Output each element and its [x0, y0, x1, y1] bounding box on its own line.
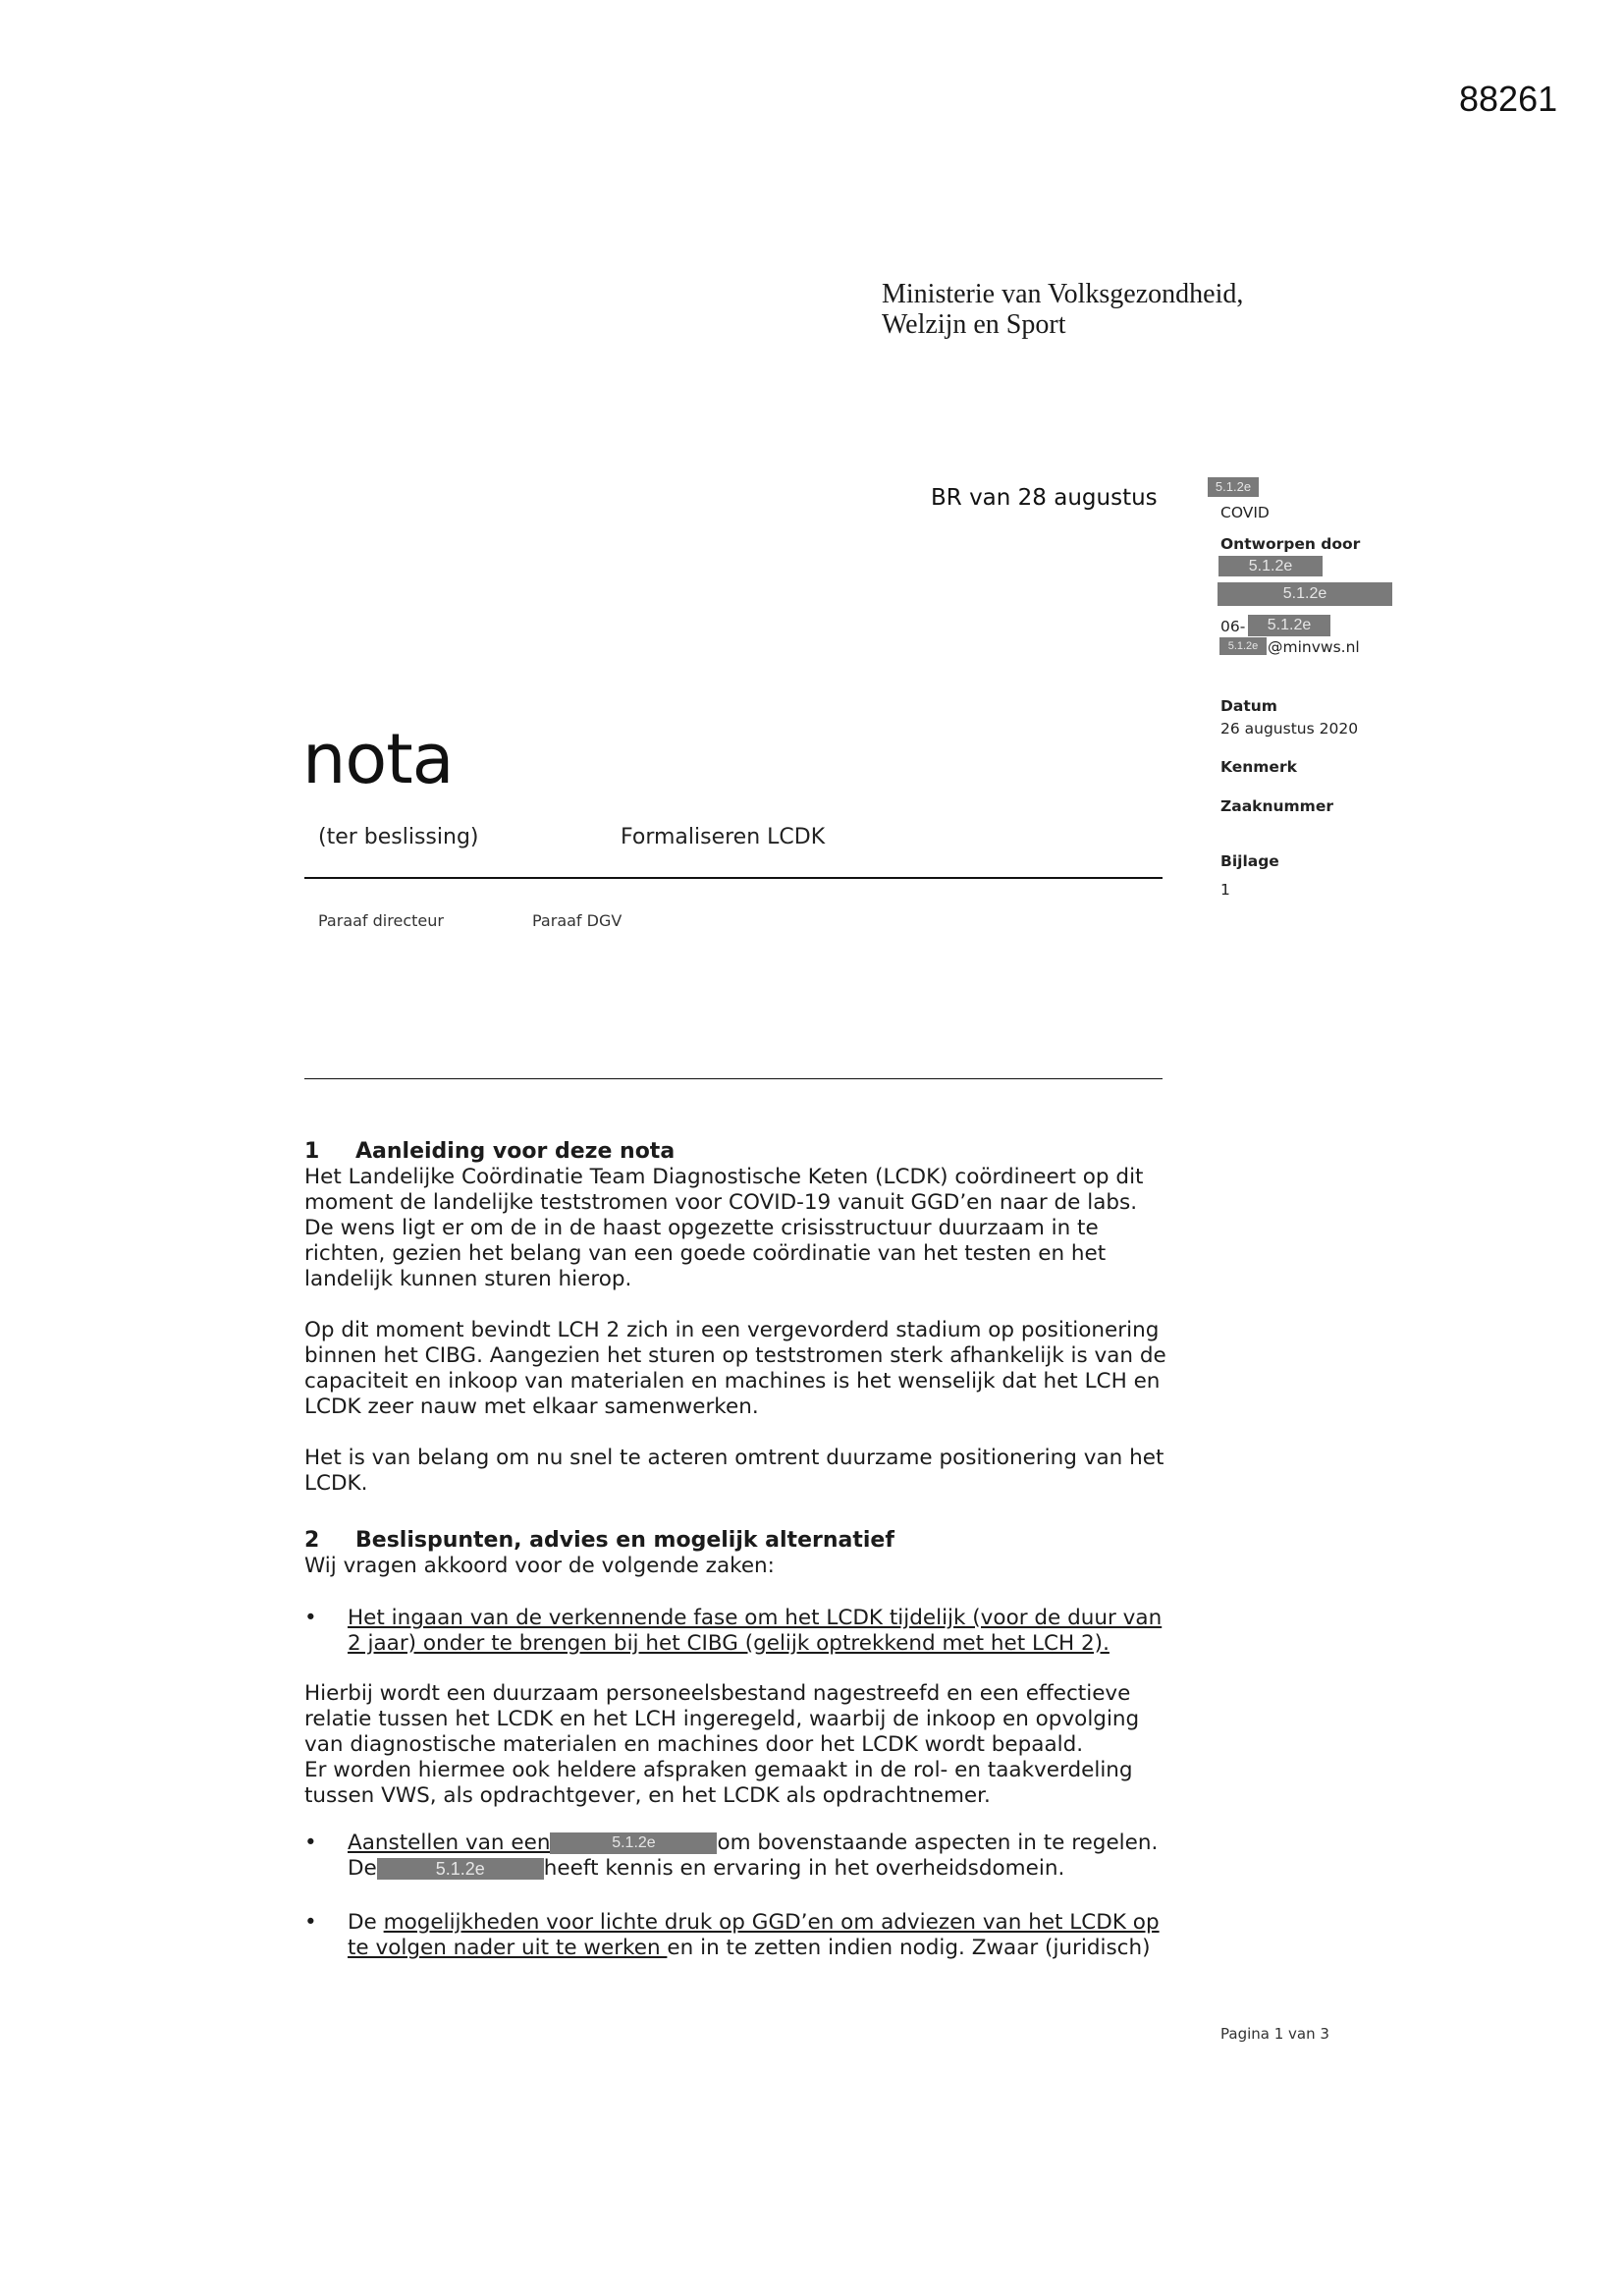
text-line: Hierbij wordt een duurzaam personeelsbestand nagestreefd en een effectieve [304, 1681, 1131, 1706]
redaction-block: 5.1.2e [377, 1858, 544, 1880]
text-line: Het is van belang om nu snel te acteren omtrent duurzame positionering van het [304, 1446, 1164, 1470]
text-fragment: om bovenstaande aspecten in te regelen. [717, 1831, 1159, 1855]
ontworpen-door-label: Ontworpen door [1220, 535, 1361, 553]
bijlage-label: Bijlage [1220, 852, 1279, 870]
text-fragment: mogelijkheden voor lichte druk op GGD’en om adviezen van het LCDK op [383, 1910, 1160, 1935]
text-fragment: Aanstellen van een [348, 1831, 551, 1855]
phone-prefix: 06- [1220, 618, 1246, 635]
list-item [304, 1831, 1188, 1886]
redaction-block: 5.1.2e [1218, 582, 1392, 606]
text-line: Er worden hiermee ook heldere afspraken gemaakt in de rol- en taakverdeling [304, 1758, 1133, 1782]
paragraph [304, 1318, 1198, 1420]
section-heading [304, 1139, 1198, 1165]
text-line: LCDK. [304, 1471, 368, 1496]
ministry-name [882, 279, 1243, 340]
text-line: Het Landelijke Coördinatie Team Diagnostische Keten (LCDK) coördineert op dit [304, 1165, 1144, 1189]
text-line: van diagnostische materialen en machines door het LCDK wordt bepaald. [304, 1732, 1084, 1757]
section-heading [304, 1528, 1198, 1554]
text-line: 2 jaar) onder te brengen bij het CIBG (gelijk optrekkend met het LCH 2). [348, 1631, 1110, 1656]
ministry-line-2: Welzijn en Sport [882, 309, 1066, 340]
section-number: 1 [304, 1139, 320, 1164]
list-item [304, 1910, 1188, 1965]
subtitle-decision-type: (ter beslissing) [318, 825, 479, 849]
bijlage-value: 1 [1220, 881, 1230, 899]
paragraph [304, 1165, 1198, 1292]
bullet-marker: • [304, 1606, 317, 1630]
ministry-line-1: Ministerie van Volksgezondheid, [882, 279, 1244, 309]
section-title: Aanleiding voor deze nota [355, 1139, 676, 1164]
bullet-text [348, 1910, 1212, 1961]
datum-label: Datum [1220, 697, 1277, 715]
paragraph [304, 1681, 1198, 1809]
bullet-text [348, 1606, 1212, 1657]
redaction-block: 5.1.2e [550, 1832, 717, 1854]
paraaf-dgv: Paraaf DGV [532, 911, 623, 930]
page-number: Pagina 1 van 3 [1220, 2025, 1329, 2043]
br-date-line: BR van 28 augustus [931, 485, 1158, 511]
section-2 [304, 1528, 1198, 1579]
text-fragment: De [348, 1910, 384, 1935]
email-suffix: @minvws.nl [1268, 638, 1360, 656]
text-line: binnen het CIBG. Aangezien het sturen op teststromen sterk afhankelijk is van de [304, 1343, 1166, 1368]
text-line: landelijk kunnen sturen hierop. [304, 1267, 632, 1291]
redaction-block: 5.1.2e [1218, 556, 1323, 576]
section-1 [304, 1139, 1198, 1497]
redaction-block: 5.1.2e [1248, 615, 1330, 636]
text-fragment: te volgen nader uit te werken [348, 1936, 668, 1960]
document-number: 88261 [1459, 79, 1558, 119]
bullet-marker: • [304, 1831, 317, 1855]
text-fragment: De [348, 1856, 377, 1881]
text-line: LCDK zeer nauw met elkaar samenwerken. [304, 1394, 759, 1419]
paraaf-directeur: Paraaf directeur [318, 911, 444, 930]
paragraph: Wij vragen akkoord voor de volgende zaken: [304, 1554, 775, 1578]
section-number: 2 [304, 1528, 320, 1553]
zaaknummer-label: Zaaknummer [1220, 797, 1333, 815]
text-line: Op dit moment bevindt LCH 2 zich in een vergevorderd stadium op positionering [304, 1318, 1160, 1342]
paragraph [304, 1446, 1198, 1497]
text-line: De wens ligt er om de in de haast opgezette crisisstructuur duurzaam in te [304, 1216, 1099, 1240]
section-title: Beslispunten, advies en mogelijk alternatief [355, 1528, 894, 1553]
text-line: richten, gezien het belang van een goede coördinatie van het testen en het [304, 1241, 1107, 1266]
bullet-text [348, 1831, 1212, 1882]
bullet-marker: • [304, 1910, 317, 1935]
text-line: capaciteit en inkoop van materialen en machines is het wenselijk dat het LCH en [304, 1369, 1161, 1394]
redaction-block: 5.1.2e [1208, 477, 1259, 497]
text-line: moment de landelijke teststromen voor COVID-19 vanuit GGD’en naar de labs. [304, 1190, 1138, 1215]
divider [304, 877, 1163, 879]
subtitle-subject: Formaliseren LCDK [621, 825, 826, 849]
text-line: Het ingaan van de verkennende fase om het LCDK tijdelijk (voor de duur van [348, 1606, 1163, 1630]
kenmerk-label: Kenmerk [1220, 758, 1297, 776]
redaction-block: 5.1.2e [1219, 637, 1267, 655]
text-line: tussen VWS, als opdrachtgever, en het LCDK als opdrachtnemer. [304, 1783, 991, 1808]
page-title: nota [302, 719, 454, 799]
list-item [304, 1606, 1188, 1661]
divider [304, 1078, 1163, 1079]
text-fragment: en in te zetten indien nodig. Zwaar (juridisch) [667, 1936, 1151, 1960]
text-line: relatie tussen het LCDK en het LCH ingeregeld, waarbij de inkoop en opvolging [304, 1707, 1140, 1731]
unit-label: COVID [1220, 504, 1270, 521]
text-fragment: heeft kennis en ervaring in het overheidsdomein. [543, 1856, 1065, 1881]
datum-value: 26 augustus 2020 [1220, 720, 1359, 738]
